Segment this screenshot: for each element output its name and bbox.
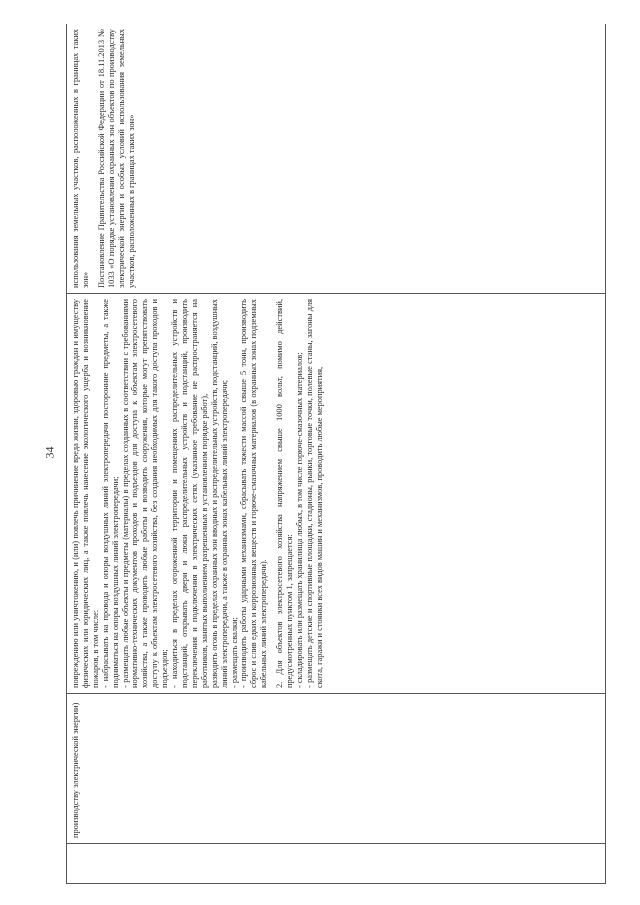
restriction-line: разводить огонь в пределах охранных зон вводных и распределительных устройств, подстанций, воздушных линий электропередачи, а также в охранных зонах кабельных линий электропередачи; [209,299,229,688]
restrictions-table [66,24,606,884]
page-number: 34 [42,446,57,459]
restriction-line: - размещать любые объекты и предметы (материалы) в пределах созданных в соответствии с требованиями нормативно-технических документов проходов и подъездов для доступа к объектам электросетевого хозяйства, а также проводить любые работы и возводить сооружения, которые могут препятствовать доступу к объектам электросетевого хозяйства, без создания необходимых для такого доступа проходов и подъездов; [120,299,170,688]
basis-line: использования земельных участков, расположенных в границах таких зон» [71,29,90,288]
restriction-line: - складировать или размещать хранилища любых, в том числе горюче-смазочных материалов; [294,352,304,688]
restriction-line: - находиться в пределах огороженной территории и помещениях распределительных устройств и подстанций, открывать двери и люки распределительных устройств и подстанций, производить переключения и подключения в электрических сетях (указанное требование не распространяется на работников, занятых выполнением разрешенных в установленном порядке работ), [170,299,209,688]
restriction-line: - размещать свалки; [229,617,239,688]
table-cell-object [67,694,606,844]
rotated-table-area [66,24,606,884]
restriction-line: - производить работы ударными механизмами, сбрасывать тяжести массой свыше 5 тонн, производить сброс и слив едких и коррозионных веществ и горюче-смазочных материалов (в охранных зонах подземных кабельных линий электропередачи). [239,299,269,688]
restriction-line: - набрасывать на провода и опоры воздушных линий электропередачи посторонние предметы, а также подниматься на опоры воздушных линий электропередачи; [100,299,120,688]
table-cell-restrictions [67,294,606,694]
restriction-line: 2. Для объектов электросетевого хозяйства напряжением свыше 1000 вольт, помимо действий, предусмотренных пунктом 1, запрещается: [275,299,295,688]
restriction-line: повреждению или уничтожению, и (или) повлечь причинение вреда жизни, здоровью граждан и имуществу физических или юридических лиц, а также повлечь нанесение экологического ущерба и возникновение пожаров, в том числе: [71,299,100,688]
restriction-line: - размещать детские и спортивные площадки, стадионы, рынки, торговые точки, полевые станы, загоны для скота, гаражи и стоянки всех видов машин и механизмов, проводить любые мероприятия, [304,299,324,688]
table-cell-index [67,844,606,884]
table-row [67,24,606,884]
basis-line: Постановление Правительства Российской Федерации от 18.11.2013 № 1033 «О порядке установления охранных зон объектов по производству электрической энергии и особых условий использования земельных участков, расположенных в границах таких зон» [96,29,136,288]
table-cell-basis [67,24,606,294]
rotated-table-container [66,24,606,884]
object-text: производству электрической энергии) [71,702,80,838]
